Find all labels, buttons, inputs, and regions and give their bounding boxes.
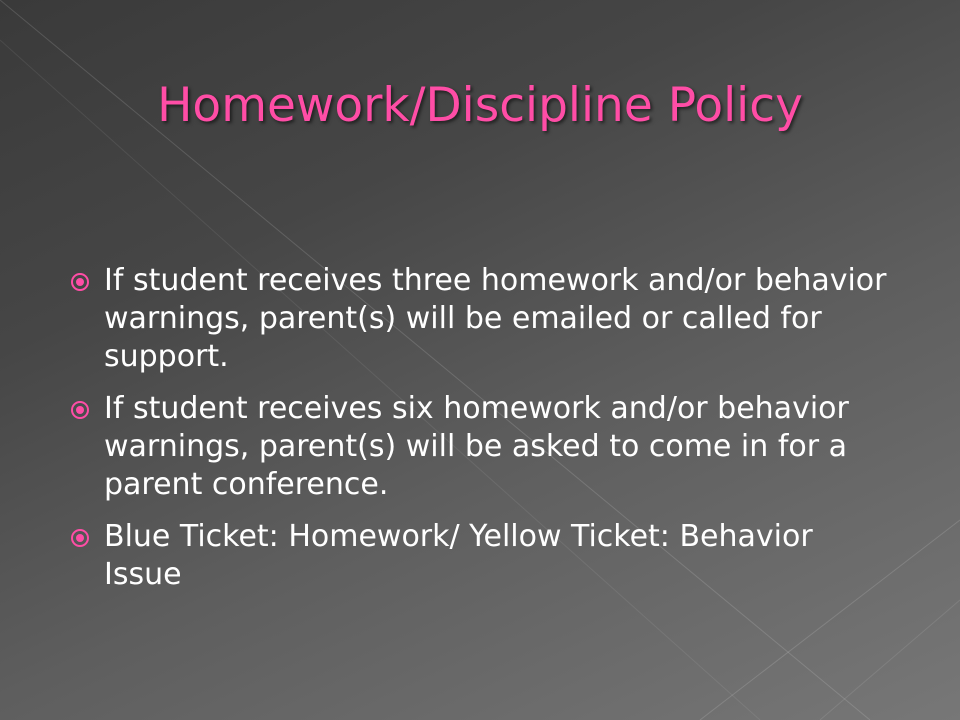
bullet-item [70,262,890,376]
slide-title: Homework/Discipline Policy [157,78,803,133]
target-bullet-icon [70,272,90,292]
bullet-item [70,390,890,504]
bullet-list [70,262,890,608]
bullet-item [70,518,890,594]
bullet-text: If student receives six homework and/or behavior warnings, parent(s) will be asked to come in for a parent conference. [104,391,849,502]
bullet-text: Blue Ticket: Homework/ Yellow Ticket: Behavior Issue [104,519,813,592]
target-bullet-icon [70,400,90,420]
target-bullet-icon [70,528,90,548]
bullet-text: If student receives three homework and/or behavior warnings, parent(s) will be emailed or called for support. [104,263,887,374]
